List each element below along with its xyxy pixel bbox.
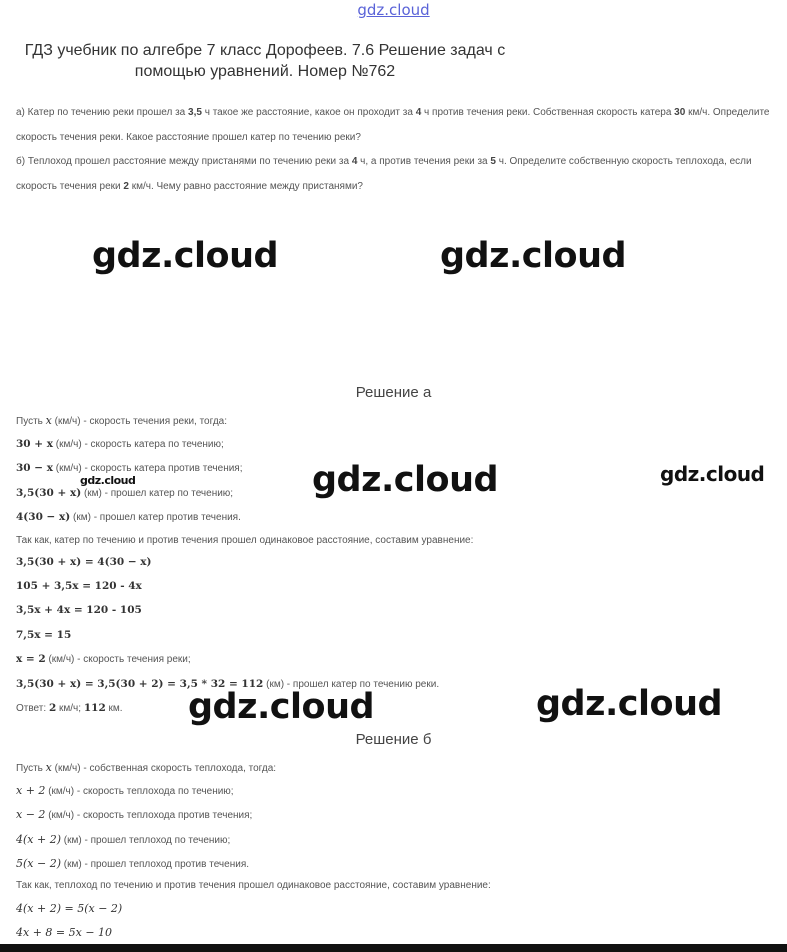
equation-line: 105 + 3,5x = 120 - 4x <box>16 580 142 592</box>
equation-line: 4x + 8 = 5x − 10 <box>16 926 113 939</box>
solution-line: Пусть x (км/ч) - собственная скорость теплохода, тогда: <box>16 761 277 774</box>
solution-line: 3,5(30 + x) = 3,5(30 + 2) = 3,5 * 32 = 112 (км) - прошел катер по течению реки. <box>16 678 440 690</box>
watermark: gdz.cloud <box>312 460 499 500</box>
solution-line: x + 2 (км/ч) - скорость теплохода по течению; <box>16 784 234 797</box>
task-a: а) Катер по течению реки прошел за 3,5 ч такое же расстояние, какое он проходит за 4 ч против течения реки. Собственная скорость катера 30 км/ч. Определите скорость течения реки. Какое расстояние прошел катер по течению реки? <box>16 107 770 143</box>
solution-line: 5(x − 2) (км) - прошел теплоход против течения. <box>16 857 250 870</box>
watermark: gdz.cloud <box>440 236 627 276</box>
task-b: б) Теплоход прошел расстояние между пристанями по течению реки за 4 ч, а против течения реки за 5 ч. Определите собственную скорость теплохода, если скорость течения реки 2 км/ч. Чему равно расстояние между пристанями? <box>16 156 752 192</box>
solution-line: 30 − x (км/ч) - скорость катера против течения; <box>16 462 243 474</box>
watermark: gdz.cloud <box>660 462 765 486</box>
bottom-bar <box>0 944 787 952</box>
solution-line: 30 + x (км/ч) - скорость катера по течению; <box>16 438 224 450</box>
solution-line: 3,5(30 + x) (км) - прошел катер по течению; <box>16 487 234 499</box>
equation-line: 4(x + 2) = 5(x − 2) <box>16 902 123 915</box>
solution-line: Так как, теплоход по течению и против течения прошел одинаковое расстояние, составим уравнение: <box>16 880 491 891</box>
equation-line: 3,5x + 4x = 120 - 105 <box>16 604 142 616</box>
watermark: gdz.cloud <box>536 684 723 724</box>
watermark: gdz.cloud <box>188 687 375 727</box>
solution-line: x = 2 (км/ч) - скорость течения реки; <box>16 653 191 665</box>
page-title: ГДЗ учебник по алгебре 7 класс Дорофеев. 7.6 Решение задач с помощью уравнений. Номер №762 <box>24 42 506 80</box>
solution-line: 4(30 − x) (км) - прошел катер против течения. <box>16 511 241 523</box>
answer-line: Ответ: 2 км/ч; 112 км. <box>16 702 123 714</box>
equation-line: 7,5x = 15 <box>16 629 72 641</box>
solution-line: x − 2 (км/ч) - скорость теплохода против течения; <box>16 808 253 821</box>
solution-a-heading: Решение а <box>355 384 432 401</box>
site-logo-link[interactable]: gdz.cloud <box>357 1 430 19</box>
solution-line: Так как, катер по течению и против течения прошел одинаковое расстояние, составим уравнение: <box>16 535 474 546</box>
watermark: gdz.cloud <box>80 474 136 487</box>
solution-line: 4(x + 2) (км) - прошел теплоход по течению; <box>16 833 231 846</box>
task-text <box>16 101 776 199</box>
equation-line: 3,5(30 + x) = 4(30 − x) <box>16 556 152 568</box>
solution-b-heading: Решение б <box>355 731 432 748</box>
solution-line: Пусть x (км/ч) - скорость течения реки, тогда: <box>16 414 227 427</box>
watermark: gdz.cloud <box>92 236 279 276</box>
